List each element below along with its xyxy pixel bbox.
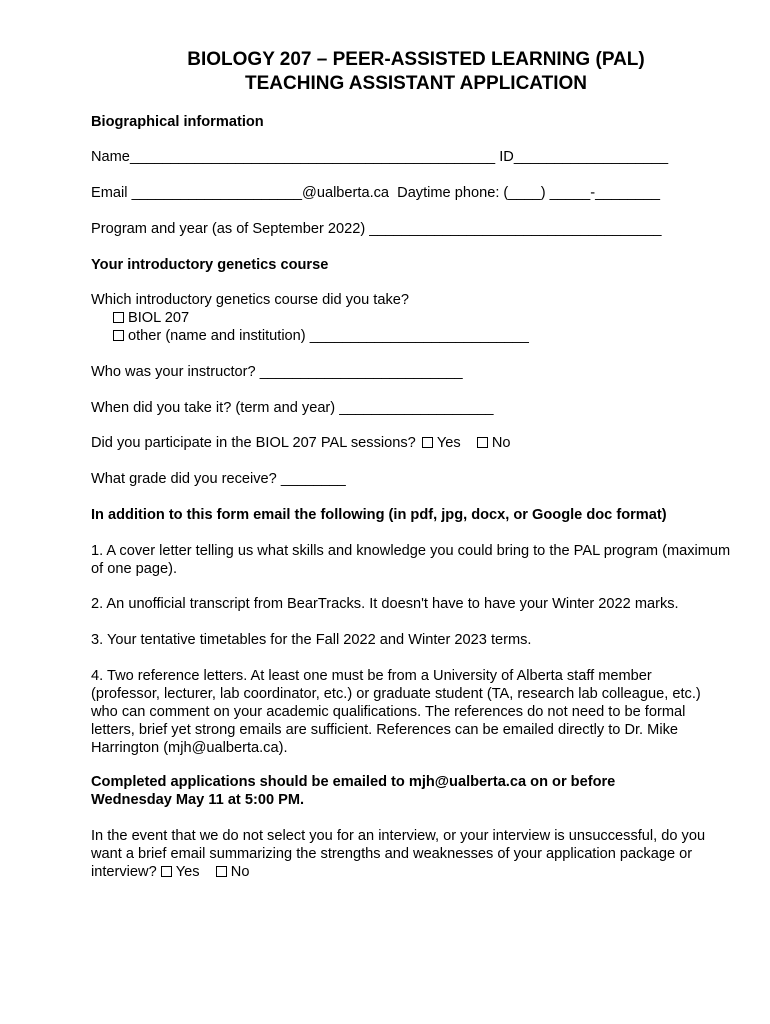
email-label: Email: [91, 185, 128, 201]
when-question: When did you take it? (term and year): [91, 400, 336, 416]
id-field[interactable]: ___________________: [513, 149, 669, 165]
feedback-yes-checkbox[interactable]: [161, 866, 172, 877]
biol207-label: BIOL 207: [128, 310, 190, 326]
form-title-line2: TEACHING ASSISTANT APPLICATION: [245, 73, 587, 94]
which-course-question: Which introductory genetics course did you take?: [91, 292, 409, 308]
program-row: [91, 220, 661, 238]
pal-yes-label: Yes: [436, 435, 461, 451]
email-row: [91, 184, 660, 202]
other-checkbox[interactable]: [113, 330, 124, 341]
genetics-heading: Your introductory genetics course: [91, 257, 329, 273]
name-label: Name: [91, 149, 130, 165]
grade-question: What grade did you receive?: [91, 471, 277, 487]
email-domain: @ualberta.ca: [302, 185, 390, 201]
when-field[interactable]: ___________________: [339, 400, 494, 416]
program-field[interactable]: ____________________________________: [369, 221, 662, 237]
pal-yes-checkbox[interactable]: [422, 437, 433, 448]
id-label: ID: [499, 149, 514, 165]
when-row: [91, 399, 493, 417]
program-label: Program and year (as of September 2022): [91, 221, 366, 237]
name-field[interactable]: _____________________________________________: [129, 149, 496, 165]
item-timetables: 3. Your tentative timetables for the Fall 2022 and Winter 2023 terms.: [91, 632, 532, 648]
pal-no-checkbox[interactable]: [477, 437, 488, 448]
grade-field[interactable]: ________: [280, 471, 346, 487]
grade-row: [91, 470, 346, 488]
item-references: 4. Two reference letters. At least one must be from a University of Alberta staff member (professor, lecturer, lab coordinator, etc.) or graduate student (TA, research lab colleague, etc.) who can comment on your academic qualifications. The references do not need to be formal letters, brief yet strong emails are sufficient. References can be emailed directly to Dr. Mike Harrington (mjh@ualberta.ca).: [91, 668, 701, 756]
instructor-field[interactable]: _________________________: [259, 364, 463, 380]
feedback-yes-label: Yes: [175, 864, 200, 880]
item-cover-letter: 1. A cover letter telling us what skills and knowledge you could bring to the PAL program (maximum of one page).: [91, 543, 731, 577]
item-transcript: 2. An unofficial transcript from BearTracks. It doesn't have to have your Winter 2022 marks.: [91, 596, 679, 612]
deadline-note: Completed applications should be emailed to mjh@ualberta.ca on or before Wednesday May 11 at 5:00 PM.: [91, 774, 616, 808]
feedback-question: In the event that we do not select you for an interview, or your interview is unsuccessful, do you want a brief email summarizing the strengths and weaknesses of your application package or interview?: [91, 828, 706, 880]
feedback-no-label: No: [230, 864, 250, 880]
email-field[interactable]: _____________________: [131, 185, 303, 201]
instructor-row: [91, 363, 463, 381]
biol207-checkbox[interactable]: [113, 312, 124, 323]
other-course-field[interactable]: ___________________________: [309, 328, 529, 344]
pal-question: Did you participate in the BIOL 207 PAL sessions?: [91, 435, 416, 451]
biographical-heading: Biographical information: [91, 114, 264, 130]
phone-field[interactable]: Daytime phone: (____) _____-________: [397, 185, 661, 201]
option-other[interactable]: [113, 327, 529, 345]
name-row: [91, 148, 668, 166]
feedback-question-block: [91, 827, 716, 881]
pal-no-label: No: [491, 435, 511, 451]
pal-row: [91, 434, 511, 452]
feedback-no-checkbox[interactable]: [216, 866, 227, 877]
instructor-question: Who was your instructor?: [91, 364, 256, 380]
submission-heading: In addition to this form email the following (in pdf, jpg, docx, or Google doc format): [91, 507, 667, 523]
option-biol207[interactable]: [113, 309, 189, 327]
form-title-line1: BIOLOGY 207 – PEER-ASSISTED LEARNING (PAL): [187, 49, 645, 70]
other-label: other (name and institution): [128, 328, 306, 344]
